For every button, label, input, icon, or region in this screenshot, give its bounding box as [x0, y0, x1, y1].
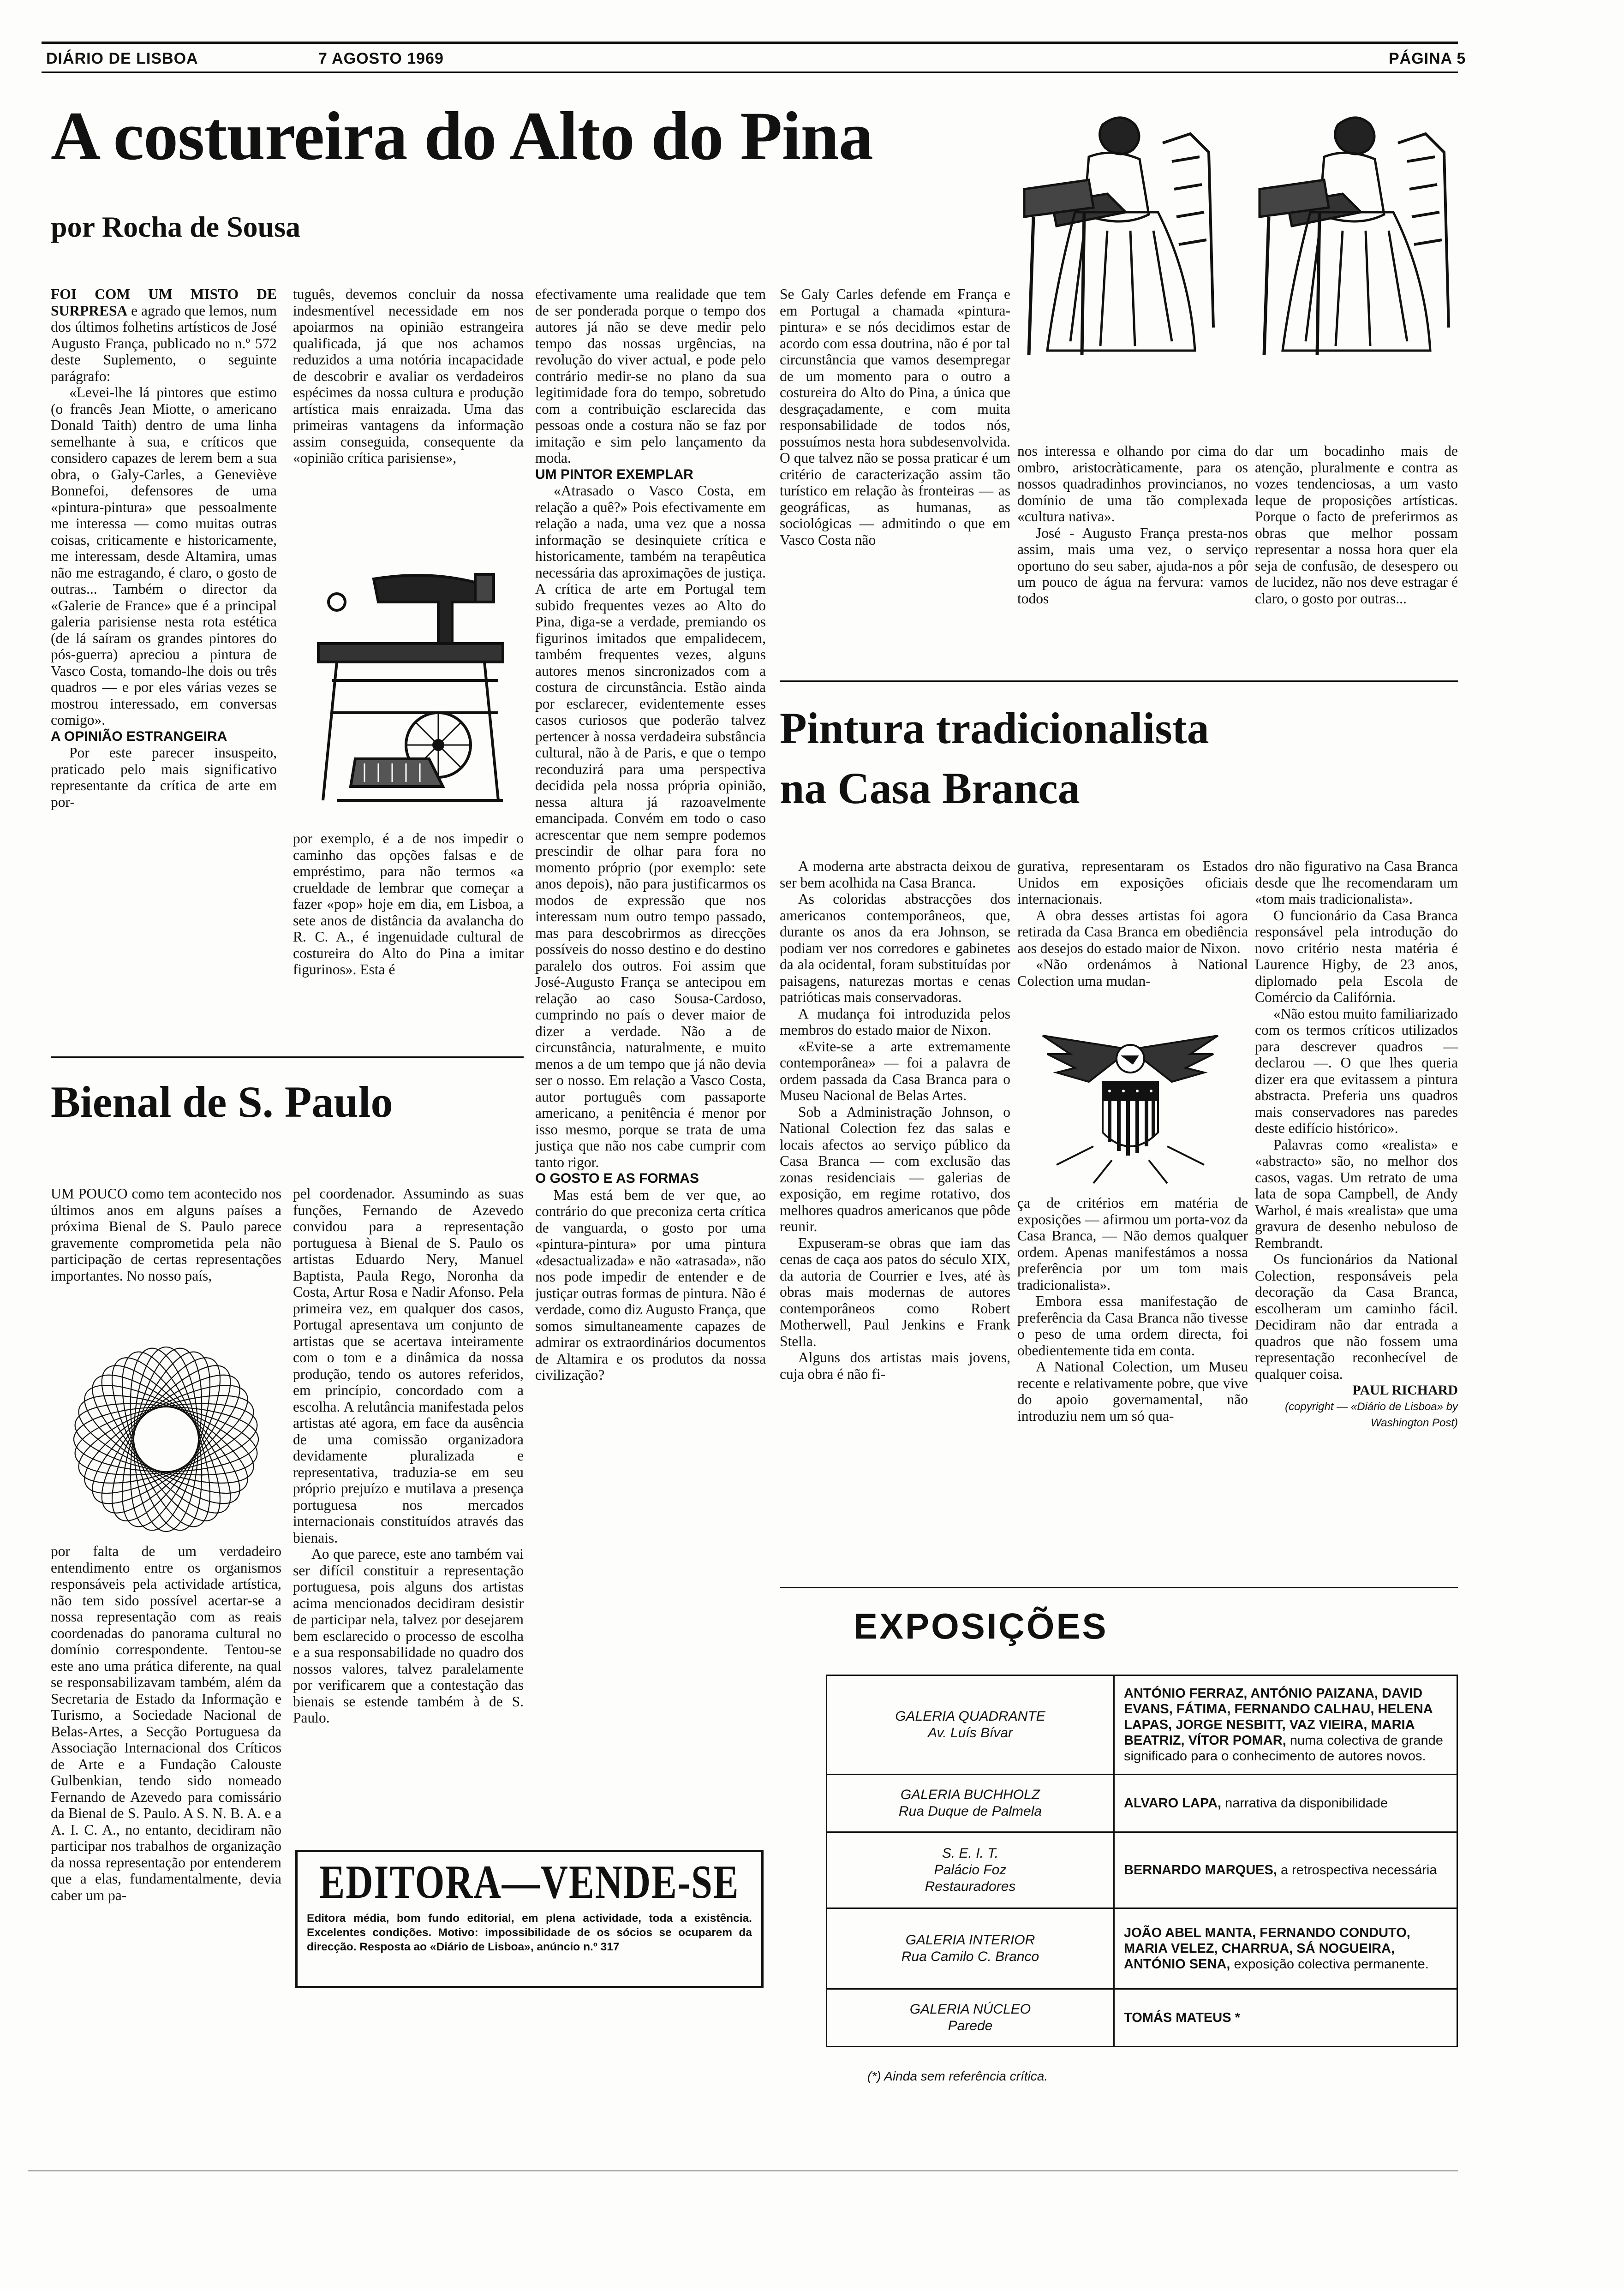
- header-rule: [42, 72, 1458, 73]
- op-art-spiral: [60, 1338, 272, 1541]
- footnote: (*) Ainda sem referência crítica.: [867, 2069, 1048, 2083]
- paragraph: Expuseram-se obras que iam das cenas de caça aos patos do século XIX, da autoria de Courrier e Ives, até às obras mais modernas de autores contemporâneos como Robert Motherwell, Paul Jenkins e Frank Stella.: [780, 1234, 1010, 1349]
- section-rule: [780, 1587, 1458, 1588]
- exhibition-cell: BERNARDO MARQUES, a retrospectiva necessária: [1114, 1832, 1457, 1908]
- paragraph: Sob a Administração Johnson, o National Colection fez das salas e locais afectos ao serviço público da Casa Branca — com exclusão das zonas residenciais — galerias de exposição, em regime rotativo, dos melhores quadros americanos que pôde reunir.: [780, 1103, 1010, 1234]
- article1-column-2-bottom: [293, 830, 524, 1047]
- exhibitions-table: [826, 1675, 1458, 2047]
- paragraph: Alguns dos artistas mais jovens, cuja obra é não fi-: [780, 1349, 1010, 1382]
- paragraph: A National Colection, um Museu recente e relativamente pobre, que vive do apoio governamental, não introduziu nem um só qua-: [1017, 1359, 1248, 1424]
- paragraph: Embora essa manifestação de preferência da Casa Branca não tivesse o peso de uma ordem directa, foi obedientemente tida em conta.: [1017, 1293, 1248, 1359]
- paragraph: Ao que parece, este ano também vai ser difícil constituir a representação portuguesa, pois alguns dos artistas acima mencionados decidiram desistir de participar nela, talvez por desejarem bem esclarecido o processo de escolha e a sua responsabilidade no quadro dos nossos valores, talvez paralelamente por verificarem que a contestação das bienais se estende também à de S. Paulo.: [293, 1546, 524, 1726]
- paragraph: por falta de um verdadeiro entendimento entre os organismos responsáveis pela actividade artística, não tem sido possível acertar-se a nossa representação com as reais coordenadas do panorama cultural no domínio correspondente. Tentou-se este ano uma prática diferente, na qual se responsabilizavam também, além da Secretaria de Estado da Informação e Turismo, a Sociedade Nacional de Belas-Artes, a Secção Portuguesa da Associação Internacional dos Críticos de Arte e a Fundação Calouste Gulbenkian, tendo sido nomeado Fernando de Azevedo para comissário da Bienal de S. Paulo. A S. N. B. A. e a A. I. C. A., no entanto, decidiram não participar nos trabalhos de organização da nossa representação por entenderem que a elas, fundamentalmente, devia caber um pa-: [51, 1543, 281, 1903]
- paragraph: gurativa, representaram os Estados Unidos em exposições oficiais internacionais.: [1017, 858, 1248, 907]
- paragraph: A mudança foi introduzida pelos membros do estado maior de Nixon.: [780, 1005, 1010, 1038]
- gallery-cell: GALERIA INTERIOR Rua Camilo C. Branco: [827, 1908, 1114, 1989]
- subheading: UM PINTOR EXEMPLAR: [535, 466, 693, 482]
- section-rule: [780, 680, 1458, 682]
- gallery-cell: S. E. I. T. Palácio Foz Restauradores: [827, 1832, 1114, 1908]
- subheading: A OPINIÃO ESTRANGEIRA: [51, 728, 227, 744]
- exhibition-cell: ANTÓNIO FERRAZ, ANTÓNIO PAIZANA, DAVID EVANS, FÁTIMA, FERNANDO CALHAU, HELENA LAPAS, JORGE NESBITT, VAZ VIEIRA, MARIA BEATRIZ, VÍTOR POMAR, numa colectiva de grande significado para o conhecimento de autores novos.: [1114, 1675, 1457, 1775]
- section-rule: [51, 1056, 524, 1058]
- paragraph: nos interessa e olhando por cima do ombro, aristocràticamente, para os nossos quadradinhos provincianos, no domínio de uma tão complexada «cultura nativa».: [1017, 443, 1248, 525]
- gallery-cell: GALERIA BUCHHOLZ Rua Duque de Palmela: [827, 1775, 1114, 1832]
- section-title-line2: na Casa Branca: [780, 763, 1080, 813]
- article2-column-2: [293, 1186, 524, 1822]
- paragraph: «Não ordenámos à National Colection uma mudan-: [1017, 956, 1248, 989]
- paragraph: UM POUCO como tem acontecido nos últimos anos em alguns países a próxima Bienal de S. Paulo parece gravemente comprometida pela não participação de certas representações importantes. No nosso país,: [51, 1186, 281, 1284]
- paragraph: «Levei-lhe lá pintores que estimo (o francês Jean Miotte, o americano Donald Taith) dentro de uma linha semelhante à sua, e críticos que considero capazes de lerem bem a sua obra, o Galy-Carles, a Geneviève Bonnefoi, defensores de uma «pintura-pintura» que pessoalmente me interessa — como muitas outras coisas, criticamente e historicamente, me interessam, desde Altamira, umas não me estragando, é claro, o gosto de outras... Também o director da «Galerie de France» que é a principal galeria parisiense nesta rota estética (de lá saíram os grandes pintores do pós-guerra) apreciou a pintura de Vasco Costa, tomando-lhe dois ou três quadros — e por eles várias vezes se mostrou interessado, em conversas comigo».: [51, 384, 277, 728]
- table-row: [827, 1908, 1457, 1989]
- top-rule: [42, 42, 1458, 44]
- paragraph: Palavras como «realista» e «abstracto» são, no melhor dos casos, vagas. Um retrato de uma lata de sopa Campbell, de Andy Warhol, é mais «realista» que uma gravura de desenho nebuloso de Rembrandt.: [1255, 1136, 1458, 1251]
- paragraph: ça de critérios em matéria de exposições — afirmou um porta-voz da Casa Branca, — Não demos qualquer ordem. Apenas manifestámos a nossa preferência por um tom mais tradicionalista».: [1017, 1195, 1248, 1293]
- paragraph: e agrado que lemos, num dos últimos folhetins artísticos de José Augusto França, publicado no n.º 572 deste Suplemento, o seguinte parágrafo:: [51, 302, 277, 384]
- table-row: [827, 1675, 1457, 1775]
- seamstress-illustration: [1006, 97, 1223, 364]
- table-row: [827, 1832, 1457, 1908]
- page-number: PÁGINA 5: [1389, 50, 1466, 67]
- seamstress-illustration: [1241, 97, 1458, 364]
- paragraph: «Evite-se a arte extremamente contemporânea» — foi a palavra de ordem passada da Casa Branca para o Museu Nacional de Belas Artes.: [780, 1038, 1010, 1103]
- paragraph: por exemplo, é a de nos impedir o caminho das opções falsas e de empréstimo, para não termos «a crueldade de lembrar que começar a fazer «pop» hoje em dia, em Lisboa, a sete anos de distância da avalancha do R. C. A., é ingenuidade cultural de costureira do Alto do Pina a imitar figurinos». Esta é: [293, 830, 524, 978]
- article1-column-1: [51, 286, 277, 1033]
- ad-headline: EDITORA—VENDE-SE: [319, 1855, 740, 1908]
- gallery-cell: GALERIA NÚCLEO Parede: [827, 1989, 1114, 2047]
- lead-in: FOI COM UM MISTO DE SURPRESA: [51, 286, 277, 319]
- paragraph: Por este parecer insuspeito, praticado pelo mais significativo representante da crítica de arte em por-: [51, 745, 277, 810]
- paragraph: A obra desses artistas foi agora retirada da Casa Branca em obediência aos desejos do estado maior de Nixon.: [1017, 907, 1248, 956]
- issue-date: 7 AGOSTO 1969: [318, 50, 444, 67]
- article-title: A costureira do Alto do Pina: [51, 98, 873, 174]
- section-title: Bienal de S. Paulo: [51, 1077, 393, 1127]
- article3-column-2-bottom: [1017, 1195, 1248, 1564]
- newspaper-name: DIÁRIO DE LISBOA: [46, 50, 198, 67]
- paragraph: Mas está bem de ver que, ao contrário do que preconiza certa crítica de vanguarda, o gosto por uma «pintura-pintura» por uma pintura «desactualizada» e não «atrasada», não nos pode impedir de entender e de justiçar outras formas de pintura. Não é verdade, como diz Augusto França, que somos simultaneamente capazes de admirar os extraordinários documentos de Altamira e os produtos da nossa civilização?: [535, 1186, 766, 1383]
- paragraph: dro não figurativo na Casa Branca desde que lhe recomendaram um «tom mais tradicionalista».: [1255, 858, 1458, 907]
- table-row: [827, 1989, 1457, 2047]
- author-signature: PAUL RICHARD: [1352, 1383, 1458, 1398]
- paragraph: O funcionário da Casa Branca responsável pela introdução do novo critério nesta matéria é Laurence Higby, de 23 anos, diplomado pela Escola de Comércio da Califórnia.: [1255, 907, 1458, 1005]
- exhibitions-title: EXPOSIÇÕES: [854, 1606, 1108, 1646]
- exhibition-cell: TOMÁS MATEUS *: [1114, 1989, 1457, 2047]
- paragraph: pel coordenador. Assumindo as suas funções, Fernando de Azevedo convidou para a representação portuguesa à Bienal de S. Paulo os artistas Eduardo Nery, Manuel Baptista, Paula Rego, Noronha da Costa, Artur Rosa e Nadir Afonso. Pela primeira vez, em qualquer dos casos, Portugal apresentava um conjunto de artistas que se acertava inteiramente com o tom e a dinâmica da nossa produção, tendo os autores referidos, em princípio, concordado com a escolha. A relutância manifestada pelos artistas até agora, em face da ausência de uma comissão organizadora devidamente pluralizada e representativa, traduzia-se em seu próprio prejuízo e mutilava a presença portuguesa nos mercados internacionais constituídos através das bienais.: [293, 1186, 524, 1546]
- paragraph: A moderna arte abstracta deixou de ser bem acolhida na Casa Branca.: [780, 858, 1010, 891]
- article1-column-4: [780, 286, 1010, 669]
- article1-column-6: [1255, 443, 1458, 669]
- paragraph: «Atrasado o Vasco Costa, em relação a quê?» Pois efectivamente em relação a nada, uma vez que a nossa informação se desinquiete crítica e historicamente, também na terapêutica necessária das aproximações de justiça. A crítica de arte em Portugal tem subido frequentes vezes ao Alto do Pina, diga-se a verdade, premiando os figurinos imitados que empalidecem, também frequentes vezes, alguns autores menos sincronizados com a costura de circunstância. Estão ainda por esclarecer, evidentemente esses casos curiosos que poderão talvez pertencer à nossa verdadeira substância cultural, não à de Paris, e que o tempo reconduzirá para uma perspectiva decidida pela nossa própria opinião, nessa altura já razoavelmente emancipada. Convém em todo o caso acrescentar que nem sempre podemos prescindir de olhar para fora no momento próprio (por exemplo: sete anos depois), não para justificarmos os modos de expressão que nos interessam num outro tempo passado, mas para descobrirmos as direcções possíveis do nosso destino e do destino paralelo dos outros. Foi assim que José-Augusto França se antecipou em relação ao caso Sousa-Cardoso, cumprindo no país o dever maior de dizer a verdade. Não a de circunstância, naturalmente, e muito menos a de um tempo que já não devia ser o nosso. Em relação a Vasco Costa, autor português com passaporte americano, a penitência é menor por isso mesmo, porque se trata de uma justiça que não nos cabe cumprir com tanto rigor.: [535, 483, 766, 1170]
- paragraph: dar um bocadinho mais de atenção, pluralmente e contra as vozes tendenciosas, a um vasto leque de proposições artísticas. Porque o facto de preferirmos as obras que melhor possam representar a nossa hora quer ela seja de confusão, de desespero ou de lucidez, não nos deve estragar é claro, o gosto por outras...: [1255, 443, 1458, 607]
- article1-column-2-top: [293, 286, 524, 558]
- article2-column-1-top: [51, 1186, 281, 1333]
- article1-column-3: [535, 286, 766, 1831]
- article2-column-1-bottom: [51, 1543, 281, 2166]
- sewing-machine-illustration: [300, 560, 517, 823]
- paragraph: efectivamente uma realidade que tem de ser ponderada porque o tempo dos autores já não se deve medir pelo tempo das nossas urgências, na revolução do viver actual, e pode pelo contrário medir-se no plano da sua legitimidade fora do tempo, sobretudo com a contribuição esclarecida das pessoas onde a costura não se faz por imitação e sim pelo lançamento da moda.: [535, 286, 766, 466]
- article3-column-2-top: [1017, 858, 1248, 1015]
- article3-column-1: [780, 858, 1010, 1564]
- byline: por Rocha de Sousa: [51, 210, 301, 243]
- exhibition-cell: ALVARO LAPA, narrativa da disponibilidade: [1114, 1775, 1457, 1832]
- copyright-credit: (copyright — «Diário de Lisboa» by Washington Post): [1285, 1400, 1458, 1429]
- article1-column-5: [1017, 443, 1248, 669]
- ad-text: Editora média, bom fundo editorial, em plena actividade, toda a existência. Excelentes condições. Motivo: impossibilidade de os sócios se ocuparem da direcção. Resposta ao «Diário de Lisboa», anúncio n.º 317: [307, 1912, 752, 1953]
- paragraph: «Não estou muito familiarizado com os termos críticos utilizados para descrever quadros — declarou —. O que lhes queria dizer era que evitassem a pintura abstracta. Preferia uns quadros mais conservadores nas paredes deste edifício histórico».: [1255, 1005, 1458, 1136]
- paragraph: tuguês, devemos concluir da nossa indesmentível necessidade em nos apoiarmos na opinião estrangeira qualificada, já que nos achamos reduzidos a uma notória incapacidade de descobrir e avaliar os verdadeiros espécimes da nossa cultura e produção artística mais enraizada. Uma das primeiras vantagens da informação assim conseguida, consequente da «opinião crítica parisiense»,: [293, 286, 524, 466]
- american-eagle-seal: [1029, 1022, 1232, 1188]
- section-title: Pintura tradicionalista: [780, 703, 1209, 753]
- bottom-rule: [28, 2170, 1458, 2171]
- paragraph: José - Augusto França presta-nos assim, mais uma vez, o serviço oportuno do seu saber, ajuda-nos a pôr um pouco de água na fervura: vamos todos: [1017, 525, 1248, 607]
- table-row: [827, 1775, 1457, 1832]
- classified-ad: [295, 1850, 764, 1988]
- paragraph: Se Galy Carles defende em França e em Portugal a chamada «pintura-pintura» e se nós decidimos estar de acordo com essa doutrina, não é por tal circunstância que vamos desempregar de um momento para o outro a costureira do Alto do Pina, a única que desgraçadamente, e com muita responsabilidade de todos nós, possuímos nesta hora subdesenvolvida. O que talvez não se possa praticar é um critério de caracterização assim tão turístico em relação às fronteiras — as geográficas, as humanas, as sociológicas — admitindo o que em Vasco Costa não: [780, 286, 1010, 548]
- article3-column-3: [1255, 858, 1458, 1596]
- paragraph: Os funcionários da National Colection, responsáveis pela decoração da Casa Branca, escolheram um caminho fácil. Decidiram não dar entrada a quadros que não fossem uma representação reconhecível de qualquer coisa.: [1255, 1251, 1458, 1382]
- exhibition-cell: JOÃO ABEL MANTA, FERNANDO CONDUTO, MARIA VELEZ, CHARRUA, SÁ NOGUEIRA, ANTÓNIO SENA, exposição colectiva permanente.: [1114, 1908, 1457, 1989]
- gallery-cell: GALERIA QUADRANTE Av. Luís Bívar: [827, 1675, 1114, 1775]
- subheading: O GOSTO E AS FORMAS: [535, 1171, 699, 1186]
- paragraph: As coloridas abstracções dos americanos contemporâneos, que, durante os anos da era Johnson, se podiam ver nos corredores e gabinetes da ala ocidental, foram substituídas por paisagens, naturezas mortas e cenas patrióticas mais conservadoras.: [780, 891, 1010, 1005]
